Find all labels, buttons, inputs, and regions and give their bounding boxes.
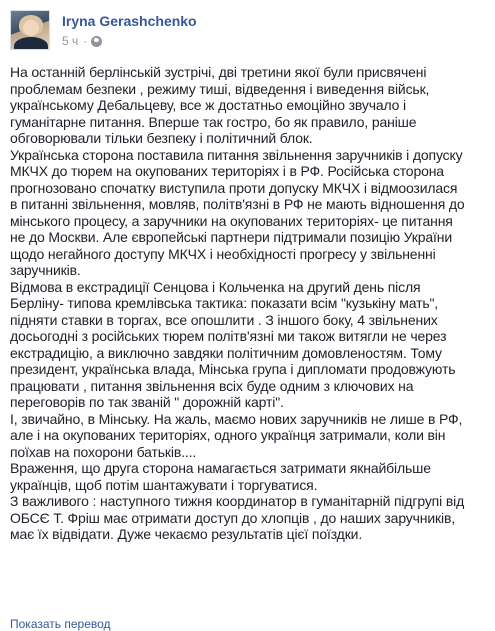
post-line: президент, українська влада, Мінська група і дипломати продовжують xyxy=(10,361,456,377)
post-line: підняти ставки в торгах, все опошлити . З іншого боку, 4 звільнених xyxy=(10,311,438,328)
post-line: ОБСЄ Т. Фріш має отримати доступ до хлопців , до наших заручників, xyxy=(10,509,456,526)
post-line: українському Дебальцеву, все ж достатньо емоційно звучало і xyxy=(10,97,407,113)
post-line: переговорів по так званій " дорожній карті". xyxy=(10,394,284,410)
author-avatar[interactable] xyxy=(10,10,50,50)
see-translation-link[interactable]: Показать перевод xyxy=(10,617,111,631)
post-line: Українська сторона поставила питання звільнення заручників і допуску xyxy=(10,146,463,163)
avatar-shoulders xyxy=(14,37,48,50)
author-name[interactable]: Iryna Gerashchenko xyxy=(62,13,197,29)
post-line: але і на окупованих територіях, одного українця затримали, коли він xyxy=(10,427,446,443)
post-line: На останній берлінській зустрічі, дві третини якої були присвячені xyxy=(10,64,427,80)
post-line: МКЧХ до тюрем на окупованих територіях і в РФ. Російська сторона xyxy=(10,163,444,179)
post-line: Враження, що друга сторона намагається затримати якнайбільше xyxy=(10,460,431,476)
post-line: заручників. xyxy=(10,262,81,278)
post-line: І, звичайно, в Мінську. На жаль, маємо нових заручників не лише в РФ, xyxy=(10,410,463,427)
post-line: працювати , питання звільнення всіх буде одним з ключових на xyxy=(10,377,414,394)
post-line: гуманітарне питання. Вперше так гостро, бо як правило, раніше xyxy=(10,113,417,130)
meta-separator: · xyxy=(83,34,88,48)
post-line: поїхав на похорони батьків.... xyxy=(10,443,197,460)
globe-icon[interactable] xyxy=(91,36,102,47)
post-line: обговорювали тільки безпеку і політичний блок. xyxy=(10,130,313,146)
post-line: екстрадицію, а виключно завдяки політичним домовленостям. Тому xyxy=(10,344,442,361)
post-body xyxy=(10,64,490,543)
avatar-face xyxy=(23,20,39,36)
post-line: має їх відвідати. Дуже чекаємо результатів цієї поїздки. xyxy=(10,526,363,542)
post-line: З важливого : наступного тижня координатор в гуманітарній підгрупі від xyxy=(10,493,465,509)
post-line: мінського процесу, а заручники на окупованих територіях- це питання xyxy=(10,212,453,229)
post-line: щодо негайного доступу МКЧХ і необхідності прогресу у звільненні xyxy=(10,245,436,262)
post-line: Берліну- типова кремлівська тактика: показати всім "кузькіну мать", xyxy=(10,295,439,311)
post-line: українців, щоб потім шантажувати і торгуватися. xyxy=(10,476,318,493)
post-line: прогнозовано спочатку виступила проти допуску МКЧХ і відмоозилася xyxy=(10,179,458,196)
post-line: Відмова в екстрадиції Сенцова і Кольченка на другий день після xyxy=(10,278,421,295)
post-line: в питанні звільнення, мовляв, політв'язні в РФ не мають відношення до xyxy=(10,196,465,212)
post-line: не до Москви. Але європейські партнери підтримали позицію України xyxy=(10,229,453,245)
post-meta xyxy=(62,34,102,48)
post-line: досьогодні з російських тюрем політв'язні ми також витягли не через xyxy=(10,328,447,344)
post-header xyxy=(10,10,490,54)
post-timestamp[interactable]: 5 ч xyxy=(62,34,79,48)
post-line: проблемам безпеки , режиму тиші, відведення і виведення військ, xyxy=(10,80,430,97)
